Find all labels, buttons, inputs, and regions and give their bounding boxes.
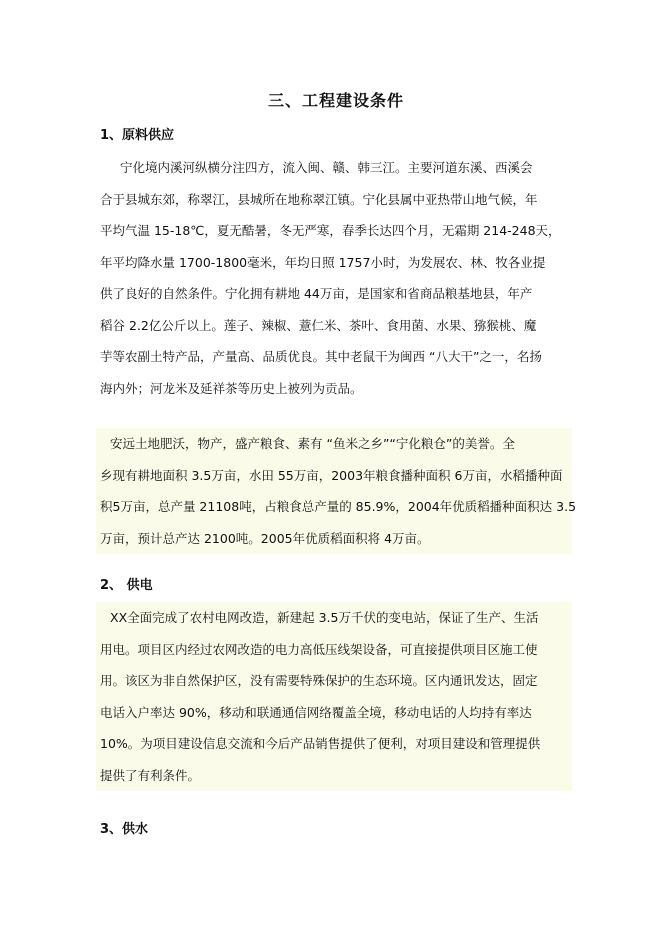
section-heading-water: 3、供水	[100, 822, 149, 837]
paragraph-line: 安远土地肥沃，物产，盛产粮食、素有 “鱼米之乡”“宁化粮仓”的美誉。全	[110, 436, 515, 451]
paragraph-line: 提供了有利条件。	[100, 767, 201, 783]
section-heading-power: 2、 供电	[100, 578, 153, 593]
paragraph-line: 用电。项目区内经过农网改造的电力高低压线架设备，可直接提供项目区施工使	[100, 641, 538, 657]
paragraph-line: 用。该区为非自然保护区，没有需要特殊保护的生态环境。区内通讯发达，固定	[100, 673, 538, 688]
paragraph-line: 合于县城东郊，称翠江，县城所在地称翠江镇。宁化县属中亚热带山地气候，年	[100, 191, 538, 207]
paragraph-line: 芋等农副土特产品，产量高、品质优良。其中老鼠干为闽西 “八大干”之一，名扬	[100, 349, 542, 364]
paragraph-line: 供了良好的自然条件。宁化拥有耕地 44万亩，是国家和省商品粮基地县，年产	[100, 286, 533, 301]
page-title: 三、工程建设条件	[267, 91, 404, 110]
paragraph-line: 万亩，预计总产达 2100吨。2005年优质稻面积将 4万亩。	[100, 530, 430, 546]
paragraph-line: 稻谷 2.2亿公斤以上。莲子、辣椒、薏仁米、茶叶、食用菌、水果、猕猴桃、魔	[100, 317, 537, 333]
paragraph-line: 平均气温 15-18℃，夏无酷暑，冬无严寒，春季长达四个月，无霜期 214-248天，	[100, 223, 561, 238]
paragraph-line: 海内外；河龙米及延祥茶等历史上被列为贡品。	[100, 380, 363, 396]
paragraph-line: 宁化境内溪河纵横分注四方，流入闽、赣、韩三江。主要河道东溪、西溪会	[120, 160, 533, 175]
paragraph-line: 积5万亩，总产量 21108吨，占粮食总产量的 85.9%，2004年优质稻播种面积达 3.5	[100, 499, 577, 514]
paragraph-line: 乡现有耕地面积 3.5万亩，水田 55万亩，2003年粮食播种面积 6万亩，水稻播种面	[100, 467, 563, 483]
paragraph-line: 年平均降水量 1700-1800毫米，年均日照 1757小时，为发展农、林、牧各业提	[100, 254, 546, 270]
paragraph-materials-2	[96, 428, 577, 554]
paragraph-line: 10%。为项目建设信息交流和今后产品销售提供了便利，对项目建设和管理提供	[100, 736, 541, 751]
paragraph-power	[96, 602, 572, 791]
section-heading-materials: 1、原料供应	[100, 128, 175, 143]
paragraph-line: 电话入户率达 90%，移动和联通通信网络覆盖全境，移动电话的人均持有率达	[100, 704, 532, 720]
paragraph-materials-1	[96, 152, 572, 404]
paragraph-line: XX全面完成了农村电网改造，新建起 3.5万千伏的变电站，保证了生产、生活	[110, 610, 539, 625]
